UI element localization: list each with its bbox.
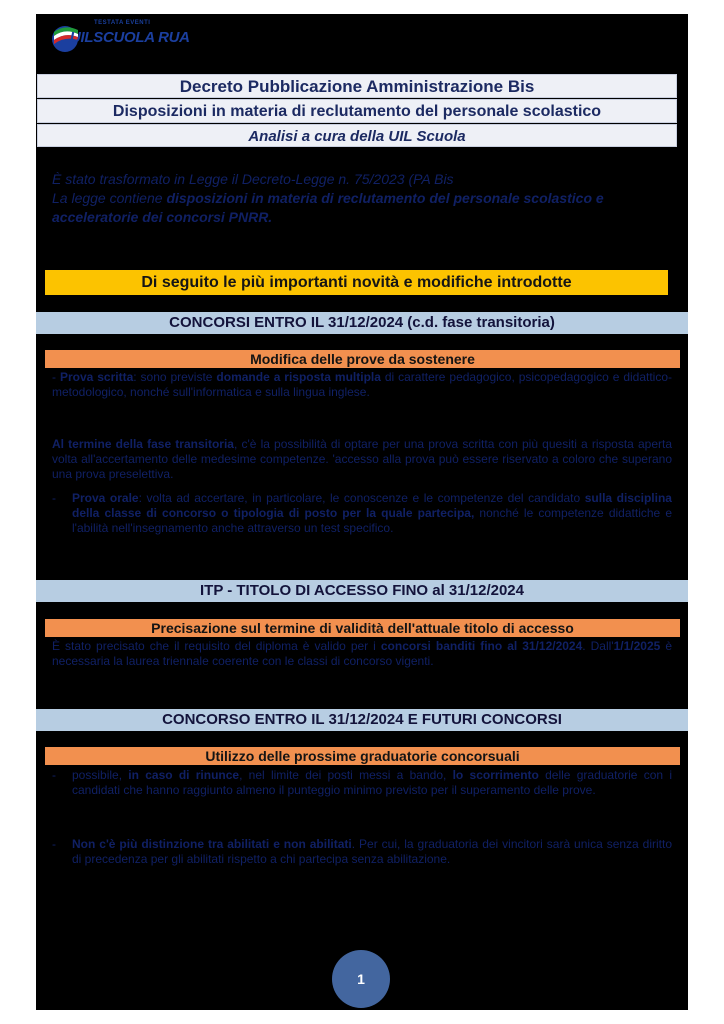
section-heading-concorsi: CONCORSI ENTRO IL 31/12/2024 (c.d. fase transitoria) — [36, 312, 688, 334]
uilscuola-logo — [48, 20, 198, 60]
paragraph-prova-orale: Prova orale: volta ad accertare, in particolare, le conoscenze e le competenze del candidato sulla disciplina della classe di concorso o tipologia di posto per la quale partecipa, nonché le competenze didattiche e l'abilità nell'insegnamento anche attraverso un test specifico. — [72, 491, 672, 535]
bullet-dash: - — [52, 837, 56, 851]
section-heading-futuri-concorsi: CONCORSO ENTRO IL 31/12/2024 E FUTURI CONCORSI — [36, 709, 688, 731]
document-title: Decreto Pubblicazione Amministrazione Bis — [37, 74, 677, 98]
subheading-graduatorie: Utilizzo delle prossime graduatorie concorsuali — [45, 747, 680, 765]
paragraph-requisito-diploma: È stato precisato che il requisito del diploma è valido per i concorsi banditi fino al 31/12/2024. Dall'1/1/2025 è necessaria la laurea triennale coerente con le classi di concorso vigenti. — [52, 639, 672, 668]
logo-tagline: TESTATA EVENTI — [94, 20, 151, 26]
logo-name: UILSCUOLA RUA — [70, 29, 190, 46]
bullet-dash: - — [52, 768, 56, 782]
document-page — [36, 14, 688, 1010]
paragraph-distinzione-abilitati: Non c'è più distinzione tra abilitati e non abilitati. Per cui, la graduatoria dei vincitori sarà unica senza diritto di precedenza per gli abilitati rispetto a chi partecipa senza abilitazione. — [72, 837, 672, 866]
intro-line-2: La legge contiene disposizioni in materia di reclutamento del personale scolastico e acceleratorie dei concorsi PNRR. — [52, 190, 604, 225]
document-subtitle: Disposizioni in materia di reclutamento del personale scolastico — [37, 99, 677, 123]
subheading-modifica-prove: Modifica delle prove da sostenere — [45, 350, 680, 368]
page-number-badge: 1 — [332, 950, 390, 1008]
bullet-dash: - — [52, 491, 56, 505]
subheading-precisazione: Precisazione sul termine di validità dell'attuale titolo di accesso — [45, 619, 680, 637]
section-heading-itp: ITP - TITOLO DI ACCESSO FINO al 31/12/2024 — [36, 580, 688, 602]
analysis-credit: Analisi a cura della UIL Scuola — [37, 124, 677, 147]
paragraph-fase-transitoria: Al termine della fase transitoria, c'è la possibilità di optare per una prova scritta con più quesiti a risposta aperta volta all'accertamento delle medesime competenze. 'accesso alla prova può essere riservato a coloro che superano una prova preselettiva. — [52, 437, 673, 481]
intro-line-1: È stato trasformato in Legge il Decreto-Legge n. 75/2023 (PA Bis — [52, 171, 454, 187]
highlight-banner: Di seguito le più importanti novità e modifiche introdotte — [45, 270, 668, 295]
paragraph-scorrimento: possibile, in caso di rinunce, nel limite dei posti messi a bando, lo scorrimento delle graduatorie con i candidati che hanno raggiunto almeno il punteggio minimo previsto per il superamento delle prove. — [72, 768, 672, 797]
paragraph-prova-scritta: - Prova scritta: sono previste domande a risposta multipla di carattere pedagogico, psicopedagogico e didattico-metodologico, nonché sull'informatica e sulla lingua inglese. — [52, 370, 673, 399]
intro-text — [52, 170, 672, 227]
